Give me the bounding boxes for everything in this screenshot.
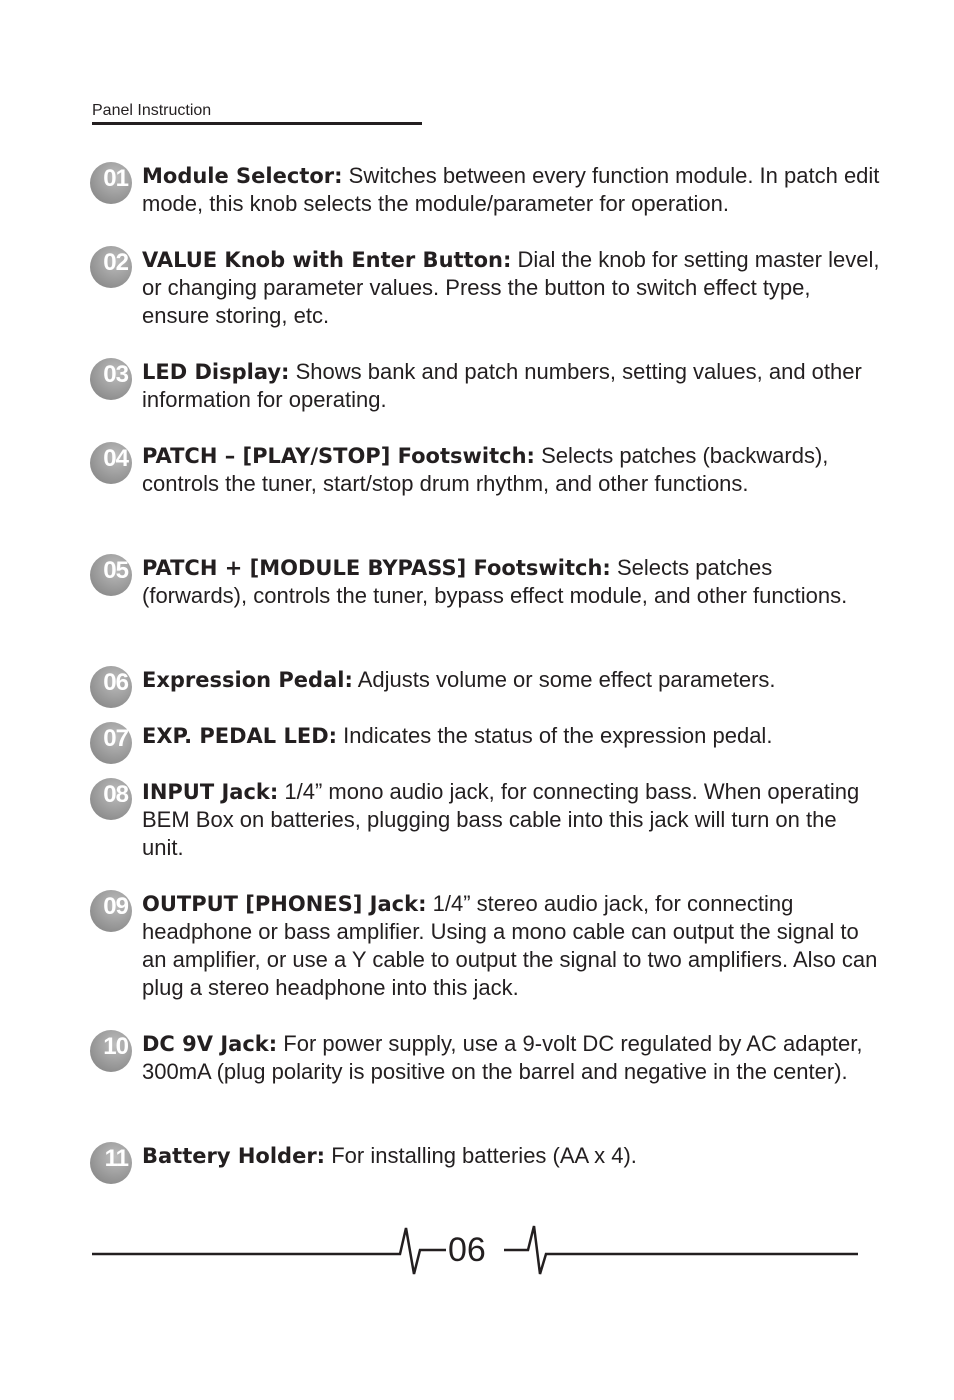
item-description — [142, 890, 882, 1002]
item-text: For installing batteries (AA x 4). — [331, 1143, 637, 1168]
item-number-badge: 05 — [90, 554, 132, 596]
item-text: 1/4” mono audio jack, for connecting bass. When operating BEM Box on batteries, plugging bass cable into this jack will turn on the unit. — [142, 779, 860, 860]
item-text: Selects patches (forwards), controls the tuner, bypass effect module, and other functions. — [142, 555, 848, 608]
item-number-badge: 03 — [90, 358, 132, 400]
item-label: OUTPUT [PHONES] Jack: — [142, 892, 427, 916]
item-text: Adjusts volume or some effect parameters. — [357, 667, 776, 692]
item-text: Shows bank and patch numbers, setting values, and other information for operating. — [142, 359, 862, 412]
item-label: VALUE Knob with Enter Button: — [142, 248, 512, 272]
item-label: LED Display: — [142, 360, 290, 384]
item-description — [142, 162, 882, 218]
item-number-badge: 11 — [90, 1142, 132, 1184]
item-description — [142, 358, 882, 414]
item-number-badge: 06 — [90, 666, 132, 708]
item-text: Switches between every function module. In patch edit mode, this knob selects the module/parameter for operation. — [142, 163, 880, 216]
item-label: Module Selector: — [142, 164, 343, 188]
item-label: EXP. PEDAL LED: — [142, 724, 338, 748]
item-description — [142, 554, 882, 610]
item-text: Indicates the status of the expression pedal. — [343, 723, 773, 748]
item-label: INPUT Jack: — [142, 780, 279, 804]
item-description — [142, 246, 882, 330]
item-label: PATCH – [PLAY/STOP] Footswitch: — [142, 444, 535, 468]
item-description — [142, 666, 882, 694]
item-description — [142, 442, 882, 498]
item-number-badge: 04 — [90, 442, 132, 484]
item-label: Battery Holder: — [142, 1144, 326, 1168]
item-description — [142, 722, 882, 750]
item-text: Selects patches (backwards), controls the tuner, start/stop drum rhythm, and other functions. — [142, 443, 829, 496]
item-text: Dial the knob for setting master level, or changing parameter values. Press the button to switch effect type, ensure storing, etc. — [142, 247, 880, 328]
page-footer — [0, 1220, 954, 1280]
item-number-badge: 07 — [90, 722, 132, 764]
item-number-badge: 02 — [90, 246, 132, 288]
item-description — [142, 1142, 882, 1170]
item-text: 1/4” stereo audio jack, for connecting headphone or bass amplifier. Using a mono cable can output the signal to an amplifier, or use a Y cable to output the signal to two amplifiers. Also can plug a stereo headphone into this jack. — [142, 891, 878, 1000]
item-number-badge: 09 — [90, 890, 132, 932]
item-number-badge: 01 — [90, 162, 132, 204]
item-number-badge: 08 — [90, 778, 132, 820]
item-label: DC 9V Jack: — [142, 1032, 278, 1056]
item-description — [142, 778, 882, 862]
item-text: For power supply, use a 9-volt DC regulated by AC adapter, 300mA (plug polarity is positive on the barrel and negative in the center). — [142, 1031, 863, 1084]
item-number-badge: 10 — [90, 1030, 132, 1072]
item-label: Expression Pedal: — [142, 668, 353, 692]
page-number: 06 — [448, 1231, 486, 1269]
section-title: Panel Instruction — [92, 102, 212, 119]
item-label: PATCH + [MODULE BYPASS] Footswitch: — [142, 556, 611, 580]
header-rule — [92, 122, 422, 125]
page-header — [92, 101, 422, 125]
item-description — [142, 1030, 882, 1086]
